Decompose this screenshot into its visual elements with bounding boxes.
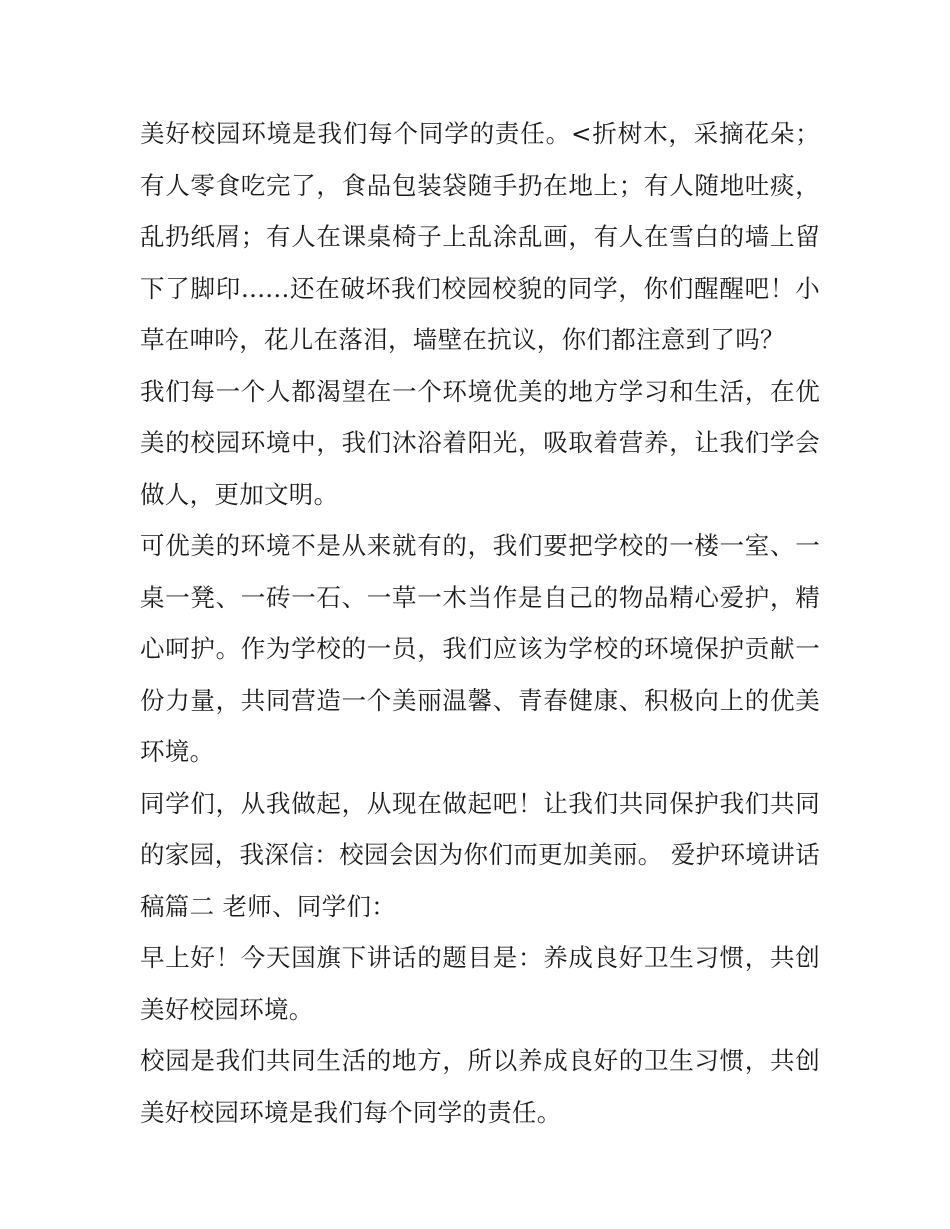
paragraph: 同学们，从我做起，从现在做起吧！让我们共同保护我们共同的家园，我深信：校园会因为你们而更加美丽。 爱护环境讲话稿篇二 老师、同学们： bbox=[140, 788, 820, 921]
document-body bbox=[140, 108, 820, 1138]
paragraph: 我们每一个人都渴望在一个环境优美的地方学习和生活，在优美的校园环境中，我们沐浴着阳光，吸取着营养，让我们学会做人，更加文明。 bbox=[140, 376, 820, 509]
paragraph: 校园是我们共同生活的地方，所以养成良好的卫生习惯，共创美好校园环境是我们每个同学的责任。 bbox=[140, 1046, 820, 1127]
paragraph: 美好校园环境是我们每个同学的责任。<折树木，采摘花朵；有人零食吃完了，食品包装袋随手扔在地上；有人随地吐痰，乱扔纸屑；有人在课桌椅子上乱涂乱画，有人在雪白的墙上留下了脚印......还在破坏我们校园校貌的同学，你们醒醒吧！小草在呻吟，花儿在落泪，墙壁在抗议，你们都注意到了吗？ bbox=[140, 119, 820, 354]
paragraph: 可优美的环境不是从来就有的，我们要把学校的一楼一室、一桌一凳、一砖一石、一草一木当作是自己的物品精心爱护，精心呵护。作为学校的一员，我们应该为学校的环境保护贡献一份力量，共同营造一个美丽温馨、青春健康、积极向上的优美环境。 bbox=[140, 531, 820, 766]
paragraph: 早上好！今天国旗下讲话的题目是：养成良好卫生习惯，共创美好校园环境。 bbox=[140, 943, 820, 1024]
